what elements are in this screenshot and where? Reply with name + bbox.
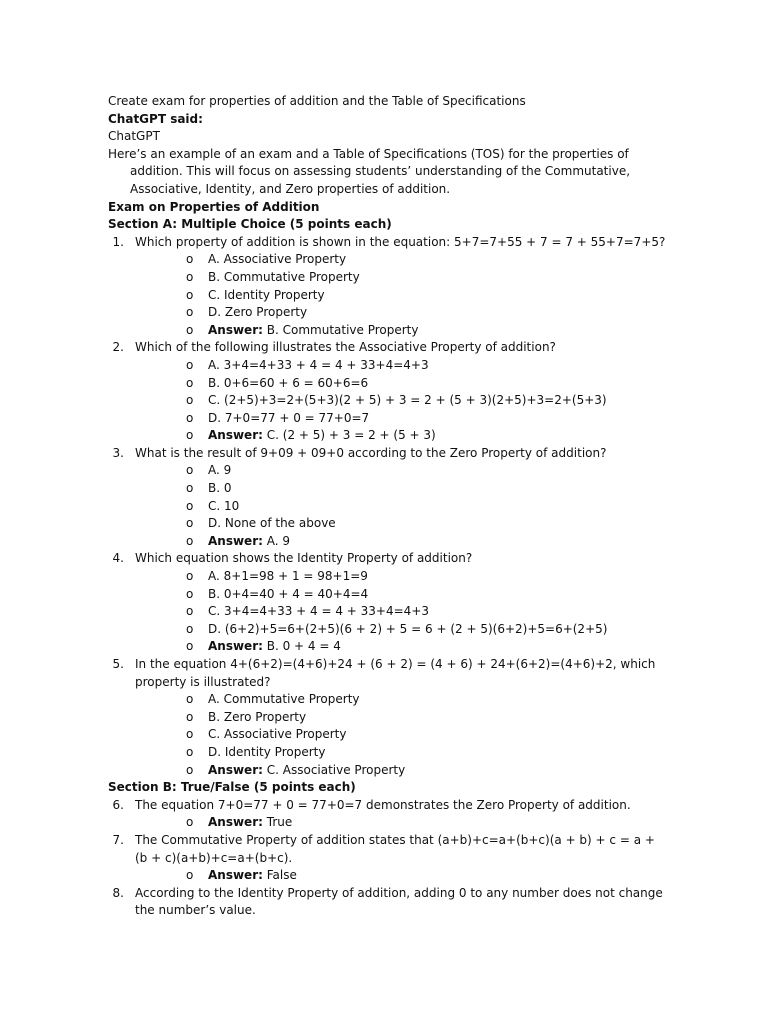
- option-item: [135, 726, 668, 744]
- bullet-icon: o: [186, 463, 194, 478]
- question-number: 7.: [112, 832, 124, 847]
- option-item: [135, 586, 668, 604]
- question-number: 8.: [112, 885, 124, 900]
- bullet-icon: o: [186, 762, 194, 777]
- bullet-icon: o: [186, 727, 194, 742]
- option-item: [135, 269, 668, 287]
- question-text: The equation 7+0=77 + 0 = 77+0=7 demonstrates the Zero Property of addition.: [135, 797, 631, 812]
- answer-item: [135, 533, 668, 551]
- option-item: [135, 304, 668, 322]
- bullet-icon: o: [186, 322, 194, 337]
- bullet-icon: o: [186, 815, 194, 830]
- answer-text: C. Associative Property: [266, 762, 406, 777]
- option-text: B. Commutative Property: [208, 269, 360, 284]
- option-item: [135, 392, 668, 410]
- question-number: 3.: [112, 445, 124, 460]
- answer-text: C. (2 + 5) + 3 = 2 + (5 + 3): [266, 428, 436, 443]
- option-text: C. Associative Property: [208, 727, 347, 742]
- bullet-icon: o: [186, 481, 194, 496]
- section-b-questions: [108, 797, 668, 920]
- option-text: B. 0+6=60 + 6 = 60+6=6: [208, 375, 369, 390]
- option-item: [135, 691, 668, 709]
- option-item: [135, 375, 668, 393]
- bullet-icon: o: [186, 868, 194, 883]
- answer-text: False: [266, 868, 297, 883]
- answer-label: Answer:: [208, 533, 263, 548]
- question-text: In the equation 4+(6+2)=(4+6)+24 + (6 + 2) = (4 + 6) + 24+(6+2)=(4+6)+2, which property is illustrated?: [135, 657, 656, 689]
- answer-text: A. 9: [266, 533, 291, 548]
- bullet-icon: o: [186, 639, 194, 654]
- bullet-icon: o: [186, 305, 194, 320]
- user-prompt: Create exam for properties of addition and the Table of Specifications: [108, 94, 526, 108]
- answer-item: [135, 814, 668, 832]
- option-list: [135, 814, 668, 832]
- option-list: [135, 251, 668, 339]
- exam-title: Exam on Properties of Addition: [108, 199, 320, 214]
- bullet-icon: o: [186, 410, 194, 425]
- answer-label: Answer:: [208, 322, 263, 337]
- option-item: [135, 480, 668, 498]
- bullet-icon: o: [186, 357, 194, 372]
- option-text: A. 3+4=4+33 + 4 = 4 + 33+4=4+3: [208, 357, 429, 372]
- question-number: 1.: [112, 234, 124, 249]
- option-text: D. (6+2)+5=6+(2+5)(6 + 2) + 5 = 6 + (2 + 5)(6+2)+5=6+(2+5): [208, 621, 608, 636]
- option-item: [135, 287, 668, 305]
- option-text: D. Zero Property: [208, 305, 308, 320]
- answer-text: B. Commutative Property: [266, 322, 419, 337]
- option-text: A. 9: [208, 463, 232, 478]
- option-text: A. Associative Property: [208, 252, 347, 267]
- section-b-heading: Section B: True/False (5 points each): [108, 780, 356, 795]
- bullet-icon: o: [186, 533, 194, 548]
- option-item: [135, 251, 668, 269]
- answer-item: [135, 638, 668, 656]
- answer-label: Answer:: [208, 762, 263, 777]
- section-a-heading: Section A: Multiple Choice (5 points each): [108, 217, 392, 232]
- question-number: 5.: [112, 657, 124, 671]
- answer-label: Answer:: [208, 868, 263, 883]
- answer-item: [135, 867, 668, 885]
- answer-item: [135, 762, 668, 780]
- assistant-name: ChatGPT: [108, 129, 160, 144]
- option-item: [135, 709, 668, 727]
- option-item: [135, 462, 668, 480]
- bullet-icon: o: [186, 516, 194, 531]
- question-text: According to the Identity Property of addition, adding 0 to any number does not change the number’s value.: [135, 885, 663, 918]
- option-text: C. 3+4=4+33 + 4 = 4 + 33+4=4+3: [208, 604, 430, 619]
- bullet-icon: o: [186, 569, 194, 584]
- option-item: [135, 410, 668, 428]
- option-text: B. 0+4=40 + 4 = 40+4=4: [208, 586, 369, 601]
- option-text: C. Identity Property: [208, 287, 325, 302]
- bullet-icon: o: [186, 621, 194, 636]
- question-8: [108, 885, 668, 920]
- question-text: The Commutative Property of addition states that (a+b)+c=a+(b+c)(a + b) + c = a + (b + c)(a+b)+c=a+(b+c).: [135, 832, 655, 865]
- answer-text: B. 0 + 4 = 4: [266, 639, 341, 654]
- question-7: [108, 832, 668, 885]
- option-list: [135, 867, 668, 885]
- question-text: Which property of addition is shown in the equation: 5+7=7+55 + 7 = 7 + 55+7=7+5?: [135, 234, 666, 249]
- option-text: D. Identity Property: [208, 744, 326, 759]
- intro-paragraph: Here’s an example of an exam and a Table of Specifications (TOS) for the properties of addition. This will focus on assessing students’ understanding of the Commutative, Associative, Identity, and Zero properties of addition.: [108, 146, 631, 196]
- bullet-icon: o: [186, 498, 194, 513]
- answer-item: [135, 427, 668, 445]
- answer-label: Answer:: [208, 639, 263, 654]
- option-text: D. None of the above: [208, 516, 336, 531]
- answer-label: Answer:: [208, 815, 263, 830]
- bullet-icon: o: [186, 287, 194, 302]
- option-list: [135, 357, 668, 445]
- question-text: Which equation shows the Identity Property of addition?: [135, 551, 473, 566]
- question-3: [108, 445, 668, 551]
- answer-label: Answer:: [208, 428, 263, 443]
- bullet-icon: o: [186, 428, 194, 443]
- bullet-icon: o: [186, 393, 194, 408]
- bullet-icon: o: [186, 586, 194, 601]
- option-text: C. 10: [208, 498, 240, 513]
- question-number: 4.: [112, 551, 124, 566]
- question-2: [108, 339, 668, 445]
- bullet-icon: o: [186, 375, 194, 390]
- option-item: [135, 357, 668, 375]
- option-item: [135, 603, 668, 621]
- bullet-icon: o: [186, 604, 194, 619]
- option-item: [135, 498, 668, 516]
- question-text: Which of the following illustrates the Associative Property of addition?: [135, 340, 556, 355]
- option-list: [135, 691, 668, 779]
- option-text: A. Commutative Property: [208, 692, 360, 707]
- document-content: [108, 93, 668, 920]
- option-text: B. 0: [208, 481, 232, 496]
- question-4: [108, 550, 668, 656]
- section-a-questions: [108, 234, 668, 779]
- bullet-icon: o: [186, 692, 194, 707]
- bullet-icon: o: [186, 709, 194, 724]
- question-text: What is the result of 9+09 + 09+0 according to the Zero Property of addition?: [135, 445, 607, 460]
- option-item: [135, 568, 668, 586]
- option-text: B. Zero Property: [208, 709, 307, 724]
- option-list: [135, 568, 668, 656]
- question-5: [108, 656, 668, 779]
- bullet-icon: o: [186, 744, 194, 759]
- question-number: 2.: [112, 340, 124, 355]
- bullet-icon: o: [186, 252, 194, 267]
- answer-text: True: [266, 815, 293, 830]
- option-text: A. 8+1=98 + 1 = 98+1=9: [208, 569, 368, 584]
- option-text: D. 7+0=77 + 0 = 77+0=7: [208, 410, 370, 425]
- question-1: [108, 234, 668, 340]
- question-number: 6.: [112, 797, 124, 812]
- option-text: C. (2+5)+3=2+(5+3)(2 + 5) + 3 = 2 + (5 + 3)(2+5)+3=2+(5+3): [208, 393, 607, 408]
- option-item: [135, 621, 668, 639]
- option-item: [135, 744, 668, 762]
- option-item: [135, 515, 668, 533]
- bullet-icon: o: [186, 269, 194, 284]
- answer-item: [135, 322, 668, 340]
- option-list: [135, 462, 668, 550]
- question-6: [108, 797, 668, 832]
- speaker-label: ChatGPT said:: [108, 111, 203, 126]
